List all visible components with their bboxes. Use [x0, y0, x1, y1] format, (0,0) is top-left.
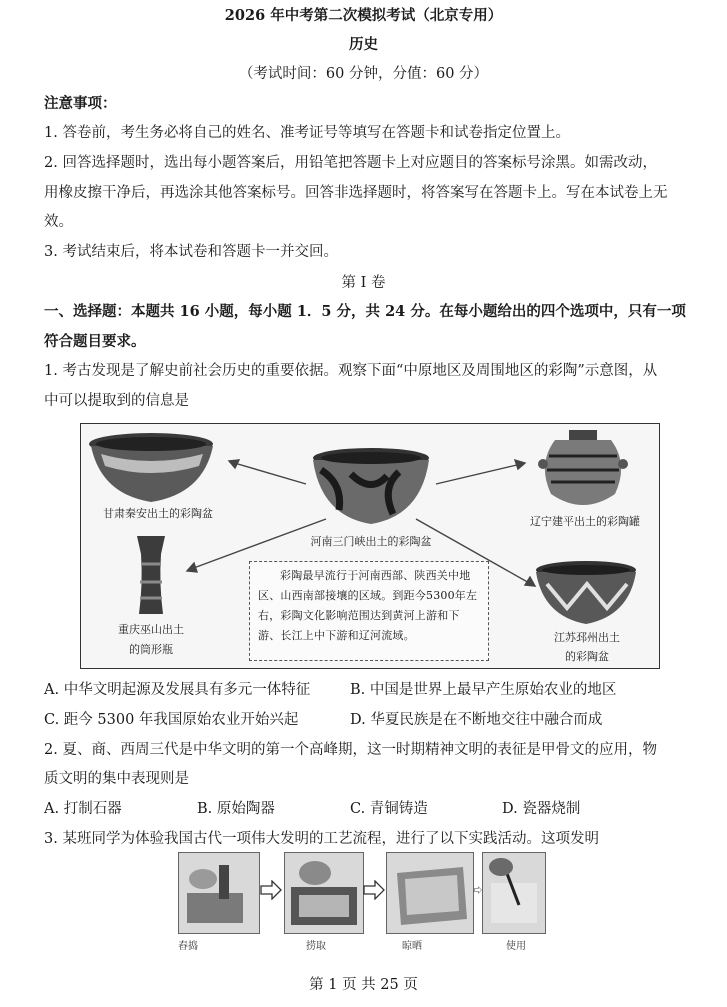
caption-henan: 河南三门峡出土的彩陶盆 [310, 535, 432, 548]
q2-option-a: A. 打制石器 [44, 801, 122, 817]
step-photo-pounding [178, 852, 260, 934]
chongqing-vase-image [137, 536, 165, 614]
subject-title: 历史 [349, 36, 378, 53]
notice-item: 1. 答卷前，考生务必将自己的姓名、准考证号等填写在答题卡和试卷指定位置上。 [44, 125, 570, 141]
notice-heading: 注意事项： [44, 95, 117, 112]
q2-option-d: D. 瓷器烧制 [502, 801, 581, 817]
arrow-right-icon [260, 880, 282, 900]
caption-chongqing: 重庆巫山出土 [118, 623, 184, 636]
henan-basin-image [313, 448, 429, 524]
question-2-stem: 2. 夏、商、西周三代是中华文明的第一个高峰期，这一时期精神文明的表征是甲骨文的应用，物 [44, 742, 657, 758]
exam-title: 2026 年中考第二次模拟考试（北京专用） [224, 7, 503, 24]
question-2-stem: 质文明的集中表现则是 [44, 771, 189, 787]
q2-option-c: C. 青铜铸造 [350, 801, 428, 817]
caption-liaoning: 辽宁建平出土的彩陶罐 [530, 515, 640, 528]
question-1-stem: 中可以提取到的信息是 [44, 393, 189, 409]
section-instructions: 一、选择题：本题共 16 小题，每小题 1．5 分，共 24 分。在每小题给出的四个选项中，只有一项 [44, 303, 686, 320]
step-label: 晾晒 [402, 941, 422, 952]
step-photo-drying [386, 852, 474, 934]
exam-info: （考试时间：60 分钟，分值：60 分） [238, 66, 489, 82]
step-photo-using [482, 852, 546, 934]
caption-gansu: 甘肃秦安出土的彩陶盆 [103, 507, 213, 520]
arrow-right-icon [363, 880, 385, 900]
notice-item: 3. 考试结束后，将本试卷和答题卡一并交回。 [44, 244, 338, 260]
arrow-right-icon [474, 880, 482, 900]
step-label: 捞取 [306, 941, 326, 952]
question-3-stem: 3. 某班同学为体验我国古代一项伟大发明的工艺流程，进行了以下实践活动。这项发明 [44, 831, 599, 847]
question-1-stem: 1. 考古发现是了解史前社会历史的重要依据。观察下面“中原地区及周围地区的彩陶”示意图，从 [44, 363, 658, 379]
q1-option-b: B. 中国是世界上最早产生原始农业的地区 [350, 682, 617, 698]
notice-item: 效。 [44, 214, 73, 230]
liaoning-jar-image [538, 430, 628, 505]
step-photo-scooping [284, 852, 364, 934]
caption-jiangsu: 江苏邳州出土 [554, 631, 620, 644]
q1-option-c: C. 距今 5300 年我国原始农业开始兴起 [44, 712, 299, 728]
section-instructions: 符合题目要求。 [44, 333, 146, 350]
notice-item: 2. 回答选择题时，选出每小题答案后，用铅笔把答题卡上对应题目的答案标号涂黑。如需改动， [44, 155, 657, 171]
notice-item: 用橡皮擦干净后，再选涂其他答案标号。回答非选择题时，将答案写在答题卡上。写在本试卷上无 [44, 185, 668, 201]
pottery-figure [80, 423, 660, 669]
step-label: 使用 [506, 941, 526, 952]
caption-chongqing: 的筒形瓶 [129, 643, 173, 656]
jiangsu-basin-image [536, 561, 636, 624]
pottery-note: 彩陶最早流行于河南西部、陕西关中地区、山西南部接壤的区域。到距今5300年左右，彩陶文化影响范围达到黄河上游和下游、长江上中下游和辽河流域。 [249, 561, 489, 661]
page-number: 第 1 页 共 25 页 [309, 977, 418, 993]
q1-option-d: D. 华夏民族是在不断地交往中融合而成 [350, 712, 603, 728]
q1-option-a: A. 中华文明起源及发展具有多元一体特征 [44, 682, 311, 698]
step-label: 舂捣 [178, 941, 198, 952]
q2-option-b: B. 原始陶器 [197, 801, 275, 817]
caption-jiangsu: 的彩陶盆 [565, 650, 609, 663]
volume-label: 第 I 卷 [341, 275, 386, 291]
gansu-basin-image [89, 433, 213, 502]
